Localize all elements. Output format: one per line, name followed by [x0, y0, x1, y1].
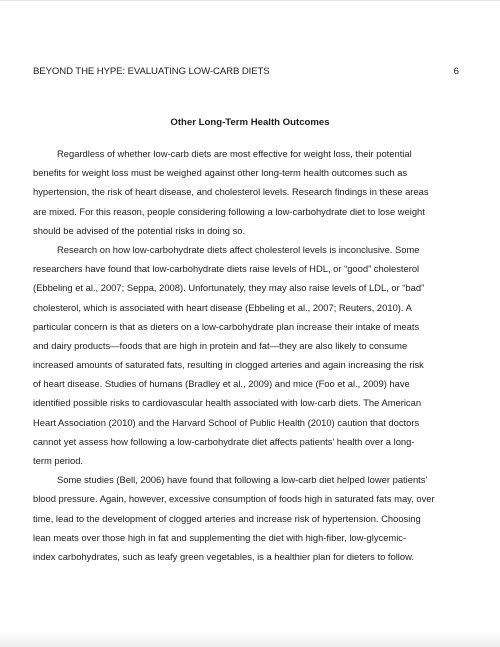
running-head — [33, 65, 459, 79]
page-number: 6 — [453, 66, 459, 77]
paragraph-3-line-3: time, lead to the development of clogged arteries and increase risk of hypertension. Choosing — [33, 512, 421, 524]
paragraph-3-line-4: lean meats over those high in fat and supplementing the diet with high-fiber, low-glycemic- — [33, 531, 407, 543]
paragraph-2-line-1: Research on how low-carbohydrate diets affect cholesterol levels is inconclusive. Some — [57, 243, 420, 255]
page-edge-bottom — [0, 631, 500, 647]
paragraph-2-line-7: increased amounts of saturated fats, resulting in clogged arteries and again increasing the risk — [33, 359, 424, 371]
paragraph-3-line-1: Some studies (Bell, 2006) have found that following a low-carb diet helped lower patients’ — [57, 474, 428, 486]
paragraph-1-line-1: Regardless of whether low-carb diets are most effective for weight loss, their potential — [57, 148, 412, 159]
paragraph-3-line-5: index carbohydrates, such as leafy green vegetables, is a healthier plan for dieters to follow. — [33, 550, 414, 562]
paragraph-2-line-2: researchers have found that low-carbohydrate diets raise levels of HDL, or “good” cholesterol — [33, 263, 420, 275]
paragraph-1-line-5: should be advised of the potential risks in doing so. — [33, 224, 246, 236]
paragraph-2-line-11: cannot yet assess how following a low-carbohydrate diet affects patients’ health over a long- — [33, 435, 415, 447]
paragraph-1-line-2: benefits for weight loss must be weighed against other long-term health outcomes such as — [33, 167, 408, 179]
running-head-title: BEYOND THE HYPE: EVALUATING LOW-CARB DIETS — [33, 66, 270, 77]
paragraph-1-line-4: are mixed. For this reason, people considering following a low-carbohydrate diet to lose weight — [33, 205, 425, 217]
paragraph-2-line-10: Heart Association (2010) and the Harvard School of Public Health (2010) caution that doctors — [33, 416, 420, 428]
paragraph-2-line-12: term period. — [33, 455, 84, 466]
paragraph-2-line-6: and dairy products—foods that are high in protein and fat—they are also likely to consume — [33, 339, 408, 351]
paragraph-2-line-4: cholesterol, which is associated with heart disease (Ebbeling et al., 2007; Reuters, 2010). A — [33, 301, 412, 313]
section-heading: Other Long-Term Health Outcomes — [170, 117, 330, 128]
paragraph-2-line-9: identified possible risks to cardiovascular health associated with low-carb diets. The American — [33, 397, 422, 409]
paragraph-2-line-8: of heart disease. Studies of humans (Bradley et al., 2009) and mice (Foo et al., 2009) have — [33, 378, 410, 390]
paragraph-2-line-5: particular concern is that as dieters on a low-carbohydrate plan increase their intake of meats — [33, 320, 420, 332]
body-text — [33, 144, 461, 566]
page-edge-top — [0, 0, 500, 1]
paragraph-2-line-3: (Ebbeling et al., 2007; Seppa, 2008). Unfortunately, they may also raise levels of LDL, or “bad” — [33, 282, 425, 294]
paragraph-3-line-2: blood pressure. Again, however, excessive consumption of foods high in saturated fats may, over — [33, 493, 435, 505]
paragraph-1-line-3: hypertension, the risk of heart disease, and cholesterol levels. Research findings in these areas — [33, 186, 429, 198]
